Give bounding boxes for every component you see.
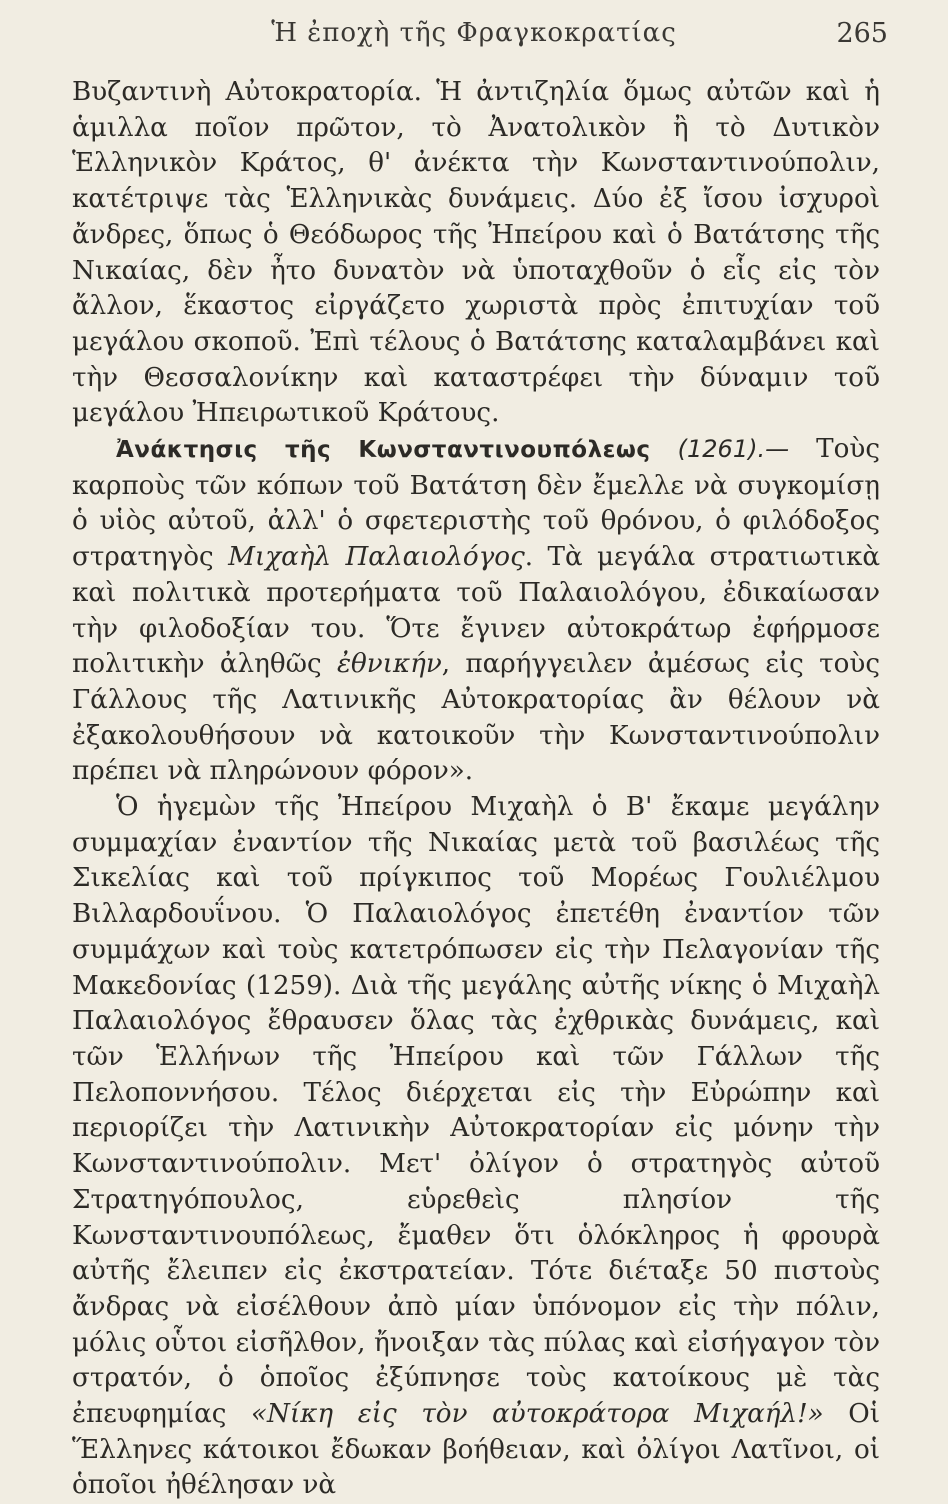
running-head bbox=[0, 18, 948, 58]
paragraph-2-text-c: , παρήγγειλεν ἀμέσως εἰς τοὺς Γάλλους τῆς Λατινικῆς Αὐτοκρατορίας ἂν θέλουν νὰ ἐξακολουθήσουν νὰ κατοικοῦν τὴν Κωνσταντινούπολιν πρέπει νὰ πληρώνουν φόρον». bbox=[72, 649, 880, 787]
acclamation-quote: «Νίκη εἰς τὸν αὐτοκράτορα Μιχαήλ!» bbox=[251, 1399, 824, 1430]
body-text bbox=[72, 75, 880, 1504]
running-title: Ἡ ἐποχὴ τῆς Φραγκοκρατίας bbox=[271, 18, 677, 48]
word-ethnic: ἐθνικήν bbox=[336, 649, 442, 680]
paragraph-2-text-a: Τοὺς καρποὺς τῶν κόπων τοῦ Βατάτση δὲν ἔμελλε νὰ συγκομίσῃ ὁ υἱὸς αὐτοῦ, ἀλλ' ὁ σφετεριστὴς τοῦ θρόνου, ὁ φιλόδοξος στρατηγὸς bbox=[72, 434, 880, 573]
paragraph-1: Βυζαντινὴ Αὐτοκρατορία. Ἡ ἀντιζηλία ὅμως αὐτῶν καὶ ἡ ἁμιλλα ποῖον πρῶτον, τὸ Ἀνατολικὸν ἢ τὸ Δυτικὸν Ἑλληνικὸν Κράτος, θ' ἀνέκτα τὴν Κωνσταντινούπολιν, κατέτριψε τὰς Ἑλληνικὰς δυνάμεις. Δύο ἐξ ἴσου ἰσχυροὶ ἄνδρες, ὅπως ὁ Θεόδωρος τῆς Ἠπείρου καὶ ὁ Βατάτσης τῆς Νικαίας, δὲν ἦτο δυνατὸν νὰ ὑποταχθοῦν ὁ εἷς εἰς τὸν ἄλλον, ἕκαστος εἰργάζετο χωριστὰ πρὸς ἐπιτυχίαν τοῦ μεγάλου σκοποῦ. Ἐπὶ τέλους ὁ Βατάτσης καταλαμβάνει καὶ τὴν Θεσσαλονίκην καὶ καταστρέφει τὴν δύναμιν τοῦ μεγάλου Ἠπειρωτικοῦ Κράτους. bbox=[72, 77, 880, 429]
paragraph-3-end: Οἱ Ἕλληνες κάτοικοι ἔδωκαν βοήθειαν, καὶ ὀλίγοι Λατῖνοι, οἱ ὁποῖοι ἠθέλησαν νὰ bbox=[72, 1399, 880, 1501]
paragraph-2-text-b: . Τὰ μεγάλα στρατιωτικὰ καὶ πολιτικὰ προτερήματα τοῦ Παλαιολόγου, ἐδικαίωσαν τὴν φιλοδοξίαν του. Ὅτε ἔγινεν αὐτοκράτωρ ἐφήρμοσε πολιτικὴν ἀληθῶς bbox=[72, 542, 881, 680]
section-year: (1261).— bbox=[677, 435, 790, 464]
page-number: 265 bbox=[836, 18, 888, 49]
paragraph-3 bbox=[72, 790, 880, 1504]
paragraph-2 bbox=[72, 432, 880, 790]
paragraph-3-text: Ὁ ἡγεμὼν τῆς Ἠπείρου Μιχαὴλ ὁ Β' ἔκαμε μεγάλην συμμαχίαν ἐναντίον τῆς Νικαίας μετὰ τοῦ βασιλέως τῆς Σικελίας καὶ τοῦ πρίγκιπος τοῦ Μορέως Γουλιέλμου Βιλλαρδουΐνου. Ὁ Παλαιολόγος ἐπετέθη ἐναντίον τῶν συμμάχων καὶ τοὺς κατετρόπωσεν εἰς τὴν Πελαγονίαν τῆς Μακεδονίας (1259). Διὰ τῆς μεγάλης αὐτῆς νίκης ὁ Μιχαὴλ Παλαιολόγος ἔθραυσεν ὅλας τὰς ἐχθρικὰς δυνάμεις, καὶ τῶν Ἑλλήνων τῆς Ἠπείρου καὶ τῶν Γάλλων τῆς Πελοποννήσου. Τέλος διέρχεται εἰς τὴν Εὐρώπην καὶ περιορίζει τὴν Λατινικὴν Αὐτοκρατορίαν εἰς μόνην τὴν Κωνσταντινούπολιν. Μετ' ὀλίγον ὁ στρατηγὸς αὐτοῦ Στρατηγόπουλος, εὑρεθεὶς πλησίον τῆς Κωνσταντινουπόλεως, ἔμαθεν ὅτι ὁλόκληρος ἡ φρουρὰ αὐτῆς ἔλειπεν εἰς ἐκστρατείαν. Τότε διέταξε 50 πιστοὺς ἄνδρας νὰ εἰσέλθουν ἀπὸ μίαν ὑπόνομον εἰς τὴν πόλιν, μόλις οὗτοι εἰσῆλθον, ἤνοιξαν τὰς πύλας καὶ εἰσήγαγον τὸν στρατόν, ὁ ὁποῖος ἐξύπνησε τοὺς κατοίκους μὲ τὰς ἐπευφημίας bbox=[72, 792, 880, 1430]
name-michael-palaiologos: Μιχαὴλ Παλαιολόγος bbox=[228, 542, 525, 573]
section-heading: Ἀνάκτησις τῆς Κωνσταντινουπόλεως bbox=[116, 437, 651, 464]
